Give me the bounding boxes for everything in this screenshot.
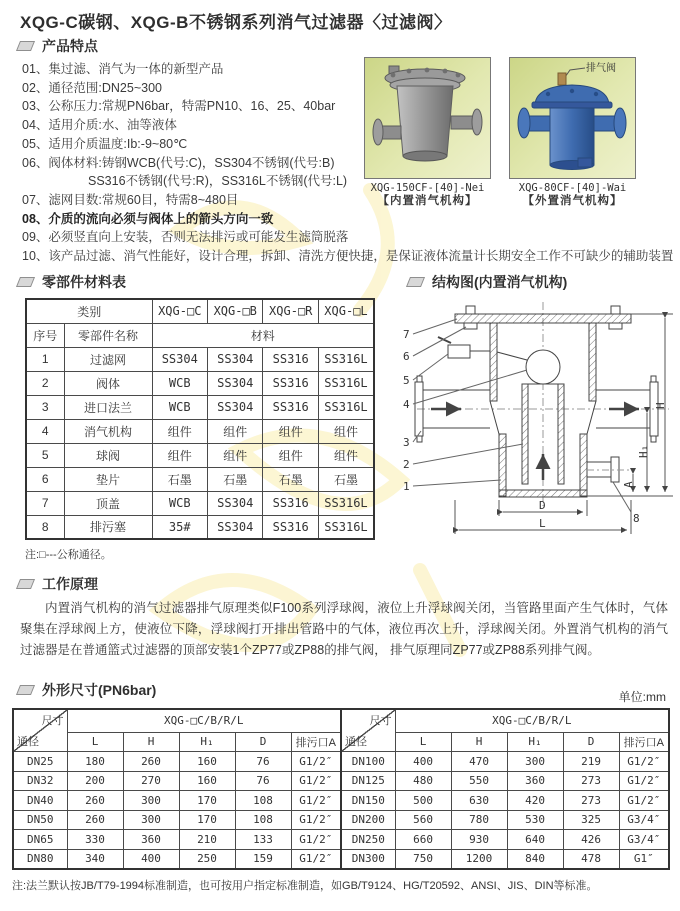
dimensions-cell: 400 bbox=[395, 752, 451, 772]
materials-tbody bbox=[26, 347, 374, 539]
dimensions-cell: 330 bbox=[67, 830, 123, 850]
dimensions-cell: 470 bbox=[451, 752, 507, 772]
dimensions-cell: 260 bbox=[67, 810, 123, 830]
feature-item: 10、该产品过滤、消气性能好，设计合理，拆卸、清洗方便快捷，是保证液体流量计长期安全工作不可缺少的辅助装置 bbox=[22, 249, 674, 264]
photo-external-model: XQG-80CF-[40]-Wai bbox=[518, 182, 627, 194]
model-group-header-right: XQG-□C/B/R/L bbox=[395, 709, 669, 732]
section-structure bbox=[408, 272, 567, 292]
dimensions-cell: 180 bbox=[67, 752, 123, 772]
feature-item: 06、阀体材料:铸钢WCB(代号:C)，SS304不锈钢(代号:B) SS316不锈钢(代号:R)，SS316L不锈钢(代号:L) bbox=[22, 155, 348, 189]
dimensions-cell: 360 bbox=[507, 771, 563, 791]
materials-cell: 垫片 bbox=[64, 467, 152, 491]
col-drain: 排污口A bbox=[619, 732, 669, 752]
col-d: D bbox=[563, 732, 619, 752]
dimensions-cell: G1″ bbox=[619, 849, 669, 869]
dimensions-cell: 300 bbox=[507, 752, 563, 772]
dimensions-cell: 108 bbox=[235, 791, 291, 811]
dimensions-row bbox=[13, 810, 669, 830]
col-h1: H₁ bbox=[507, 732, 563, 752]
materials-cell: WCB bbox=[152, 371, 207, 395]
materials-cell: 6 bbox=[26, 467, 64, 491]
materials-header-r: XQG-□R bbox=[263, 299, 318, 323]
callout-1: 1 bbox=[403, 480, 410, 493]
dimensions-tbody bbox=[13, 752, 669, 869]
dimensions-cell: DN32 bbox=[13, 771, 67, 791]
materials-cell: 组件 bbox=[152, 419, 207, 443]
section-principle-heading: 工作原理 bbox=[42, 576, 98, 592]
dimensions-cell: G3/4″ bbox=[619, 810, 669, 830]
section-materials bbox=[18, 272, 126, 292]
materials-cell: 过滤网 bbox=[64, 347, 152, 371]
materials-cell: SS304 bbox=[208, 395, 263, 419]
materials-row bbox=[26, 515, 374, 539]
section-materials-heading: 零部件材料表 bbox=[42, 274, 126, 290]
materials-row bbox=[26, 395, 374, 419]
photo-internal-caption bbox=[364, 182, 491, 208]
materials-subheader-material: 材料 bbox=[152, 323, 374, 347]
materials-cell: SS304 bbox=[208, 371, 263, 395]
materials-cell: 石墨 bbox=[318, 467, 374, 491]
section-marker-icon bbox=[406, 277, 425, 287]
materials-cell: 组件 bbox=[318, 419, 374, 443]
dimensions-cell: 550 bbox=[451, 771, 507, 791]
feature-item: 01、集过滤、消气为一体的新型产品 bbox=[22, 62, 224, 76]
materials-cell: SS316 bbox=[263, 515, 318, 539]
materials-cell: 组件 bbox=[152, 443, 207, 467]
materials-cell: 组件 bbox=[263, 443, 318, 467]
materials-cell: 8 bbox=[26, 515, 64, 539]
diag-size-label: 尺寸 bbox=[41, 715, 64, 727]
dimensions-cell: DN50 bbox=[13, 810, 67, 830]
principle-paragraph: 内置消气机构的消气过滤器排气原理类似F100系列浮球阀，液位上升浮球阀关闭，当管路里面产生气体时，气体聚集在浮球阀上方，使液位下降，浮球阀打开排出管路中的气体，液位再次上升，浮球阀关闭。外置消气机构的消气过滤器是在普通篮式过滤器的顶部安装1个ZP77或ZP88的排气阀， 排气原理同ZP77或ZP88系列排气阀。 bbox=[20, 601, 668, 657]
materials-header-b: XQG-□B bbox=[208, 299, 263, 323]
feature-item: 02、通径范围:DN25~300 bbox=[22, 80, 162, 95]
dimensions-cell: 360 bbox=[123, 830, 179, 850]
dim-a: A bbox=[622, 481, 635, 488]
dimensions-cell: 210 bbox=[179, 830, 235, 850]
materials-cell: SS304 bbox=[208, 515, 263, 539]
photo-internal-model: XQG-150CF-[40]-Nei bbox=[370, 182, 485, 194]
materials-cell: 消气机构 bbox=[64, 419, 152, 443]
blue-filter-illustration bbox=[510, 58, 635, 178]
feature-item: 07、滤网目数:常规60目，特需8~480目 bbox=[22, 192, 239, 207]
dimensions-cell: 170 bbox=[179, 810, 235, 830]
dimensions-cell: DN125 bbox=[341, 771, 395, 791]
photo-external-type: 【外置消气机构】 bbox=[522, 195, 623, 207]
gray-filter-illustration bbox=[365, 58, 490, 178]
materials-cell: 组件 bbox=[208, 443, 263, 467]
col-l: L bbox=[67, 732, 123, 752]
materials-cell: SS316L bbox=[318, 395, 374, 419]
materials-subheader-part: 零部件名称 bbox=[64, 323, 152, 347]
dimensions-cell: G1/2″ bbox=[291, 752, 341, 772]
dimensions-cell: 76 bbox=[235, 752, 291, 772]
materials-cell: SS304 bbox=[208, 347, 263, 371]
materials-row bbox=[26, 467, 374, 491]
dimensions-cell: G1/2″ bbox=[619, 791, 669, 811]
dimensions-cell: 159 bbox=[235, 849, 291, 869]
diag-size-label: 尺寸 bbox=[369, 715, 392, 727]
dimensions-cell: 260 bbox=[123, 752, 179, 772]
dimensions-cell: 260 bbox=[67, 791, 123, 811]
photo-internal-type: 【内置消气机构】 bbox=[377, 195, 478, 207]
diag-dn-label: 通径 bbox=[17, 736, 39, 748]
materials-cell: 排污塞 bbox=[64, 515, 152, 539]
materials-cell: SS316L bbox=[318, 491, 374, 515]
dimensions-cell: 300 bbox=[123, 810, 179, 830]
materials-cell: 石墨 bbox=[208, 467, 263, 491]
dimensions-cell: G1/2″ bbox=[291, 830, 341, 850]
unit-label: 单位:mm bbox=[618, 690, 666, 704]
callout-3: 3 bbox=[403, 436, 410, 449]
materials-cell: 2 bbox=[26, 371, 64, 395]
dimensions-cell: DN300 bbox=[341, 849, 395, 869]
materials-note: 注:□---公称通径。 bbox=[25, 549, 112, 561]
dim-h: H bbox=[654, 402, 667, 409]
structure-diagram bbox=[393, 294, 680, 562]
dimensions-cell: DN25 bbox=[13, 752, 67, 772]
materials-cell: 顶盖 bbox=[64, 491, 152, 515]
dimensions-row bbox=[13, 771, 669, 791]
materials-cell: SS304 bbox=[208, 491, 263, 515]
feature-item: 04、适用介质:水、油等液体 bbox=[22, 118, 177, 133]
callout-8: 8 bbox=[633, 512, 640, 525]
materials-cell: 组件 bbox=[263, 419, 318, 443]
materials-row bbox=[26, 443, 374, 467]
dimensions-cell: G1/2″ bbox=[291, 849, 341, 869]
dimensions-cell: 300 bbox=[123, 791, 179, 811]
materials-cell: SS316 bbox=[263, 347, 318, 371]
materials-row bbox=[26, 371, 374, 395]
materials-cell: SS316 bbox=[263, 395, 318, 419]
dimensions-cell: 640 bbox=[507, 830, 563, 850]
materials-subheader-no: 序号 bbox=[26, 323, 64, 347]
dimensions-cell: G3/4″ bbox=[619, 830, 669, 850]
model-group-header-left: XQG-□C/B/R/L bbox=[67, 709, 341, 732]
dimensions-cell: 273 bbox=[563, 791, 619, 811]
materials-cell: 4 bbox=[26, 419, 64, 443]
diag-dn-label: 通径 bbox=[345, 736, 368, 748]
dimensions-cell: 478 bbox=[563, 849, 619, 869]
dimensions-cell: 170 bbox=[179, 791, 235, 811]
materials-header-category: 类别 bbox=[26, 299, 152, 323]
dimensions-cell: 750 bbox=[395, 849, 451, 869]
dimensions-cell: 930 bbox=[451, 830, 507, 850]
callout-7: 7 bbox=[403, 328, 410, 341]
dim-d: D bbox=[539, 499, 546, 512]
dimensions-row bbox=[13, 849, 669, 869]
section-marker-icon bbox=[16, 277, 35, 287]
dimensions-cell: DN40 bbox=[13, 791, 67, 811]
dimensions-cell: 480 bbox=[395, 771, 451, 791]
diagonal-header-left bbox=[13, 709, 67, 752]
feature-item: 08、介质的流向必须与阀体上的箭头方向一致 bbox=[22, 211, 274, 226]
dimensions-table bbox=[12, 708, 670, 870]
section-principle bbox=[18, 574, 98, 594]
dim-l: L bbox=[539, 517, 546, 530]
photo-internal bbox=[364, 57, 491, 208]
dimensions-cell: 108 bbox=[235, 810, 291, 830]
col-d: D bbox=[235, 732, 291, 752]
dimensions-cell: 426 bbox=[563, 830, 619, 850]
dimensions-cell: 340 bbox=[67, 849, 123, 869]
materials-cell: 进口法兰 bbox=[64, 395, 152, 419]
diagonal-header-right bbox=[341, 709, 395, 752]
callout-2: 2 bbox=[403, 458, 410, 471]
materials-row bbox=[26, 347, 374, 371]
dim-h1: H₁ bbox=[637, 444, 650, 458]
dimensions-cell: DN250 bbox=[341, 830, 395, 850]
section-marker-icon bbox=[16, 579, 35, 589]
materials-cell: WCB bbox=[152, 395, 207, 419]
dimensions-cell: 530 bbox=[507, 810, 563, 830]
photo-external-image bbox=[509, 57, 636, 179]
materials-header-l: XQG-□L bbox=[318, 299, 374, 323]
materials-row bbox=[26, 419, 374, 443]
photo-external bbox=[509, 57, 636, 208]
materials-cell: 组件 bbox=[318, 443, 374, 467]
dimensions-cell: 219 bbox=[563, 752, 619, 772]
section-features-heading: 产品特点 bbox=[42, 38, 98, 54]
dimensions-cell: 1200 bbox=[451, 849, 507, 869]
footer-note: 注:法兰默认按JB/T79-1994标准制造，也可按用户指定标准制造，如GB/T9124、HG/T20592、ANSI、JIS、DIN等标准。 bbox=[12, 880, 598, 892]
materials-cell: 球阀 bbox=[64, 443, 152, 467]
section-dimensions bbox=[18, 680, 156, 700]
dimensions-cell: 500 bbox=[395, 791, 451, 811]
materials-cell: 阀体 bbox=[64, 371, 152, 395]
col-h: H bbox=[451, 732, 507, 752]
dimensions-cell: 560 bbox=[395, 810, 451, 830]
materials-cell: 7 bbox=[26, 491, 64, 515]
dimensions-cell: 400 bbox=[123, 849, 179, 869]
dimensions-cell: 630 bbox=[451, 791, 507, 811]
col-h1: H₁ bbox=[179, 732, 235, 752]
col-drain: 排污口A bbox=[291, 732, 341, 752]
callout-4: 4 bbox=[403, 398, 410, 411]
dimensions-row bbox=[13, 752, 669, 772]
dimensions-cell: 780 bbox=[451, 810, 507, 830]
section-structure-heading: 结构图(内置消气机构) bbox=[432, 274, 568, 290]
materials-cell: 石墨 bbox=[263, 467, 318, 491]
dimensions-cell: 420 bbox=[507, 791, 563, 811]
section-marker-icon bbox=[16, 41, 35, 51]
dimensions-cell: 160 bbox=[179, 771, 235, 791]
materials-table bbox=[25, 298, 375, 540]
col-l: L bbox=[395, 732, 451, 752]
page-title: XQG-C碳钢、XQG-B不锈钢系列消气过滤器〈过滤阀〉 bbox=[20, 13, 452, 32]
dimensions-cell: G1/2″ bbox=[291, 810, 341, 830]
dimensions-cell: G1/2″ bbox=[619, 752, 669, 772]
section-dimensions-heading: 外形尺寸(PN6bar) bbox=[42, 682, 157, 698]
dimensions-cell: 660 bbox=[395, 830, 451, 850]
materials-cell: 3 bbox=[26, 395, 64, 419]
dimensions-cell: 325 bbox=[563, 810, 619, 830]
dimensions-cell: G1/2″ bbox=[291, 771, 341, 791]
materials-cell: 1 bbox=[26, 347, 64, 371]
materials-row bbox=[26, 491, 374, 515]
feature-item: 03、公称压力:常规PN6bar，特需PN10、16、25、40bar bbox=[22, 99, 336, 114]
materials-cell: SS304 bbox=[152, 347, 207, 371]
materials-cell: 组件 bbox=[208, 419, 263, 443]
callout-5: 5 bbox=[403, 374, 410, 387]
feature-item: 05、适用介质温度:Ib:-9~80℃ bbox=[22, 136, 188, 151]
dimensions-cell: 133 bbox=[235, 830, 291, 850]
materials-cell: SS316L bbox=[318, 371, 374, 395]
dimensions-row bbox=[13, 830, 669, 850]
materials-cell: WCB bbox=[152, 491, 207, 515]
dimensions-cell: 270 bbox=[123, 771, 179, 791]
dimensions-row bbox=[13, 791, 669, 811]
section-features bbox=[18, 36, 98, 56]
dimensions-cell: G1/2″ bbox=[619, 771, 669, 791]
feature-item: 09、必须竖直向上安装，否则无法排污或可能发生滤筒脱落 bbox=[22, 230, 349, 245]
materials-cell: 5 bbox=[26, 443, 64, 467]
dimensions-cell: 160 bbox=[179, 752, 235, 772]
materials-header-c: XQG-□C bbox=[152, 299, 207, 323]
dimensions-cell: G1/2″ bbox=[291, 791, 341, 811]
materials-cell: 35# bbox=[152, 515, 207, 539]
dimensions-cell: DN200 bbox=[341, 810, 395, 830]
materials-cell: 石墨 bbox=[152, 467, 207, 491]
photo-internal-image bbox=[364, 57, 491, 179]
materials-cell: SS316L bbox=[318, 515, 374, 539]
dimensions-cell: DN65 bbox=[13, 830, 67, 850]
col-h: H bbox=[123, 732, 179, 752]
section-marker-icon bbox=[16, 685, 35, 695]
dimensions-cell: DN150 bbox=[341, 791, 395, 811]
materials-cell: SS316 bbox=[263, 491, 318, 515]
materials-cell: SS316L bbox=[318, 347, 374, 371]
callout-6: 6 bbox=[403, 350, 410, 363]
dimensions-cell: DN80 bbox=[13, 849, 67, 869]
dimensions-cell: 250 bbox=[179, 849, 235, 869]
dimensions-cell: 76 bbox=[235, 771, 291, 791]
materials-cell: SS316 bbox=[263, 371, 318, 395]
vent-valve-tag: 排气阀 bbox=[586, 63, 616, 74]
dimensions-cell: 273 bbox=[563, 771, 619, 791]
dimensions-cell: 840 bbox=[507, 849, 563, 869]
dimensions-cell: DN100 bbox=[341, 752, 395, 772]
photo-external-caption bbox=[509, 182, 636, 208]
dimensions-cell: 200 bbox=[67, 771, 123, 791]
